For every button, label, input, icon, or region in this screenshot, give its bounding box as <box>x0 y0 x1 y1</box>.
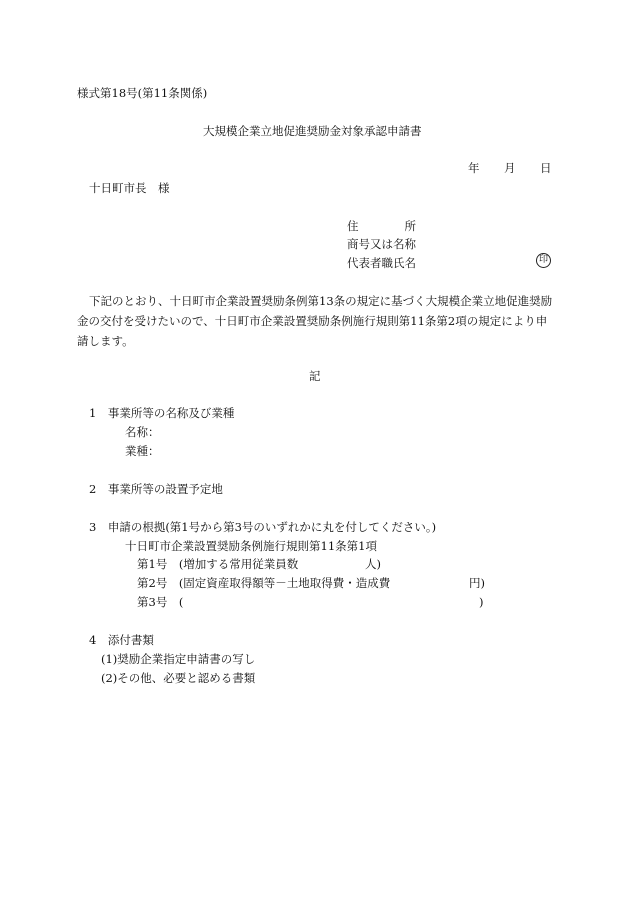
item-3: 第3号 ( <box>137 595 184 609</box>
item-3-end: ) <box>479 595 484 609</box>
representative-label: 代表者職氏名 <box>347 256 416 270</box>
item-2: 第2号 (固定資産取得額等－土地取得費・造成費 <box>137 576 391 590</box>
addressee: 十日町市長 様 <box>89 181 170 195</box>
item-1-end: 人) <box>365 557 381 571</box>
ki-heading: 記 <box>309 369 321 383</box>
section-2-heading: 2 事業所等の設置予定地 <box>89 482 223 496</box>
date-year: 年 <box>468 161 480 175</box>
document-title: 大規模企業立地促進奨励金対象承認申請書 <box>203 124 422 138</box>
industry-field: 業種： <box>125 444 160 458</box>
attachment-1: (1)奨励企業指定申請書の写し <box>101 652 256 666</box>
company-name-label: 商号又は名称 <box>347 237 416 251</box>
date-day: 日 <box>540 161 552 175</box>
section-3-heading: 3 申請の根拠(第1号から第3号のいずれかに丸を付してください。) <box>89 520 437 534</box>
item-2-end: 円) <box>469 576 485 590</box>
item-1: 第1号 (増加する常用従業員数 <box>137 557 299 571</box>
date-month: 月 <box>504 161 516 175</box>
rule-reference: 十日町市企業設置奨励条例施行規則第11条第1項 <box>125 539 377 553</box>
form-number: 様式第18号(第11条関係) <box>77 86 208 100</box>
attachment-2: (2)その他、必要と認める書類 <box>101 671 256 685</box>
body-paragraph: 下記のとおり、十日町市企業設置奨励条例第13条の規定に基づく大規模企業立地促進奨励金の交付を受けたいので、十日町市企業設置奨励条例施行規則第11条第2項の規定により申請します。 <box>77 294 553 348</box>
address-label: 住 所 <box>347 219 416 233</box>
business-name-field: 名称： <box>125 425 160 439</box>
section-4-heading: 4 添付書類 <box>89 633 154 647</box>
section-1-heading: 1 事業所等の名称及び業種 <box>89 406 235 420</box>
seal-mark: 印 <box>536 253 551 268</box>
